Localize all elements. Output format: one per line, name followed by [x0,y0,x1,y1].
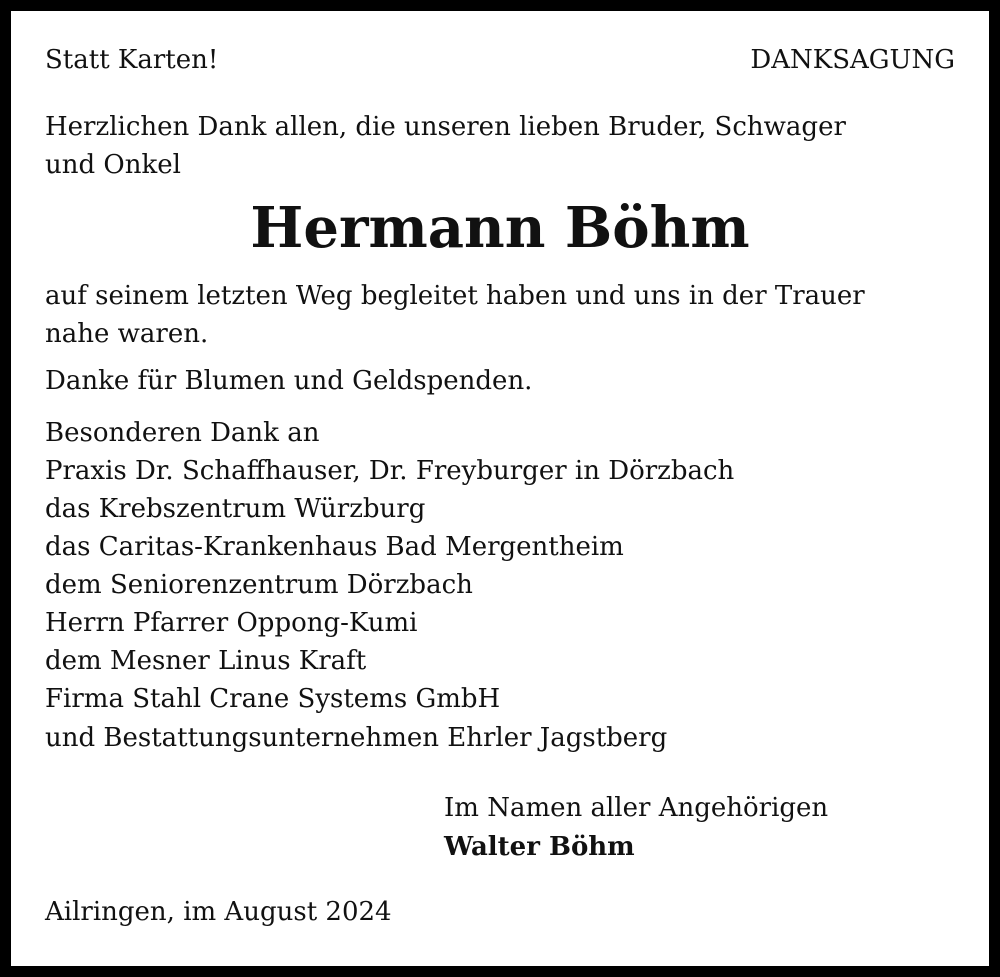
after-line: auf seinem letzten Weg begleitet haben und uns in der Trauer [45,281,865,311]
place-date: Ailringen, im August 2024 [45,897,392,927]
intro-line: und Onkel [45,150,181,180]
after-line: nahe waren. [45,319,209,349]
deceased-name: Hermann Böhm [250,195,750,261]
thanks-line: Danke für Blumen und Geldspenden. [45,366,533,396]
header-left: Statt Karten! [45,45,219,75]
special-line: dem Mesner Linus Kraft [45,646,367,676]
special-line: Besonderen Dank an [45,418,320,448]
special-line: Firma Stahl Crane Systems GmbH [45,684,501,714]
signature-name: Walter Böhm [444,832,635,862]
special-line: Praxis Dr. Schaffhauser, Dr. Freyburger in Dörzbach [45,456,735,486]
special-line: und Bestattungsunternehmen Ehrler Jagstberg [45,723,668,753]
intro-line: Herzlichen Dank allen, die unseren lieben Bruder, Schwager [45,112,846,142]
special-line: Herrn Pfarrer Oppong-Kumi [45,608,418,638]
header-right: DANKSAGUNG [750,45,955,75]
signature-line: Im Namen aller Angehörigen [444,793,829,823]
special-line: dem Seniorenzentrum Dörzbach [45,570,473,600]
special-line: das Caritas-Krankenhaus Bad Mergentheim [45,532,624,562]
special-line: das Krebszentrum Würzburg [45,494,426,524]
